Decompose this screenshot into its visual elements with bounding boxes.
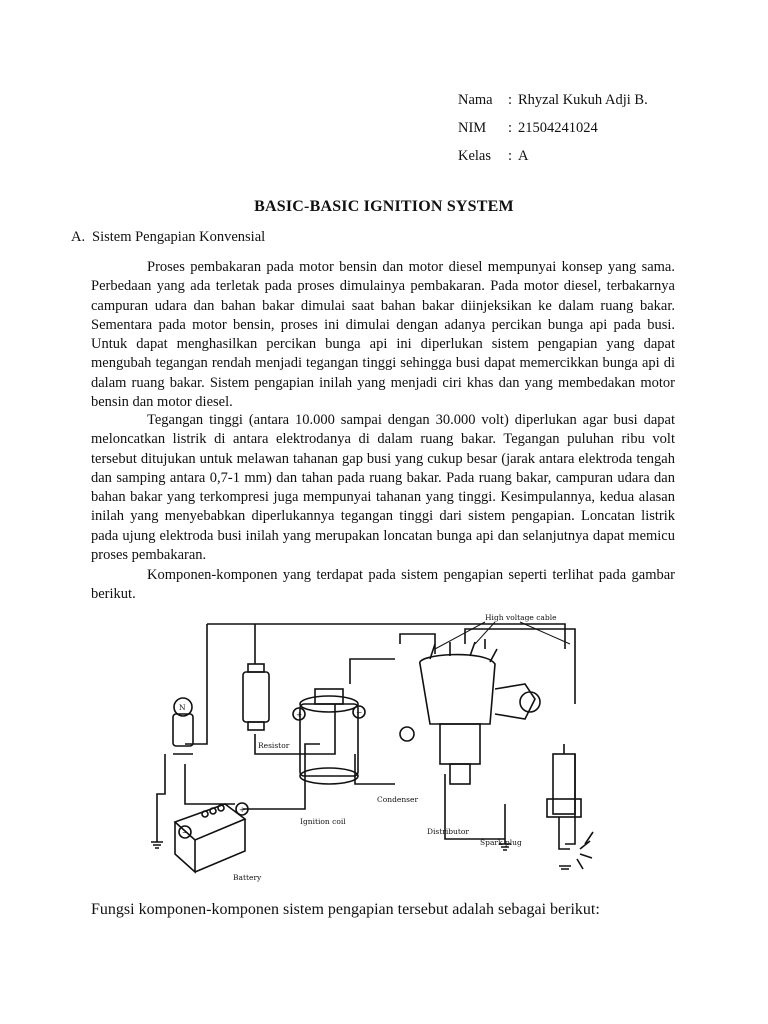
paragraph-2 — [91, 411, 675, 565]
high-voltage-cable-label: High voltage cable — [485, 613, 557, 622]
section-title: Sistem Pengapian Konvensial — [92, 229, 266, 245]
student-identity — [458, 86, 648, 170]
battery-plus-label: + — [239, 805, 246, 814]
section-heading — [71, 229, 265, 246]
paragraph-3 — [91, 566, 675, 605]
battery-component — [175, 803, 248, 872]
resistor-component — [243, 664, 269, 730]
nama-value: Rhyzal Kukuh Adji B. — [518, 92, 648, 108]
section-number: A. — [71, 229, 86, 245]
kelas-row — [458, 142, 648, 170]
nim-label: NIM — [458, 120, 487, 136]
nim-separator: : — [508, 120, 513, 136]
distributor-label: Distributor — [427, 827, 470, 836]
switch-n-label: N — [179, 703, 186, 712]
resistor-label: Resistor — [258, 741, 290, 750]
kelas-label: Kelas — [458, 148, 492, 164]
nim-value: 21504241024 — [518, 120, 598, 136]
condenser-label: Condenser — [377, 795, 419, 804]
spark-plug-component — [547, 744, 593, 869]
spark-plug-label: Spark plug — [480, 838, 522, 847]
paragraph-1-text: Proses pembakaran pada motor bensin dan motor diesel mempunyai konsep yang sama. Perbedaan yang ada terletak pada proses dimulainya pembakaran. Pada motor diesel, terbakarnya campuran udara dan bahan bakar dimulai saat bahan bakar diinjeksikan ke dalam ruang bakar. Sementara pada motor bensin, proses ini dimulai dengan adanya percikan bunga api pada busi. Untuk dapat menghasilkan percikan bunga api ini diperlukan sistem pengapian yang dapat mengubah tegangan rendah menjadi tegangan tinggi sehingga busi dapat memercikkan bunga api di dalam ruang bakar. Sistem pengapian inilah yang menjadi ciri khas dan yang membedakan motor bensin dan motor diesel. — [91, 259, 675, 411]
kelas-separator: : — [508, 148, 513, 164]
nama-row — [458, 86, 648, 114]
ignition-switch — [173, 698, 193, 754]
battery-label: Battery — [233, 873, 262, 882]
paragraph-1 — [91, 258, 675, 412]
document-title: BASIC-BASIC IGNITION SYSTEM — [254, 198, 514, 215]
ignition-coil-label: Ignition coil — [300, 817, 346, 826]
paragraph-3-text: Komponen-komponen yang terdapat pada sistem pengapian seperti terlihat pada gambar berikut. — [91, 567, 675, 603]
kelas-value: A — [518, 148, 529, 164]
paragraph-2-text: Tegangan tinggi (antara 10.000 sampai dengan 30.000 volt) diperlukan agar busi dapat meloncatkan listrik di antara elektrodanya di dalam ruang bakar. Tegangan puluhan ribu volt tersebut ditujukan untuk melawan tahanan gap busi yang cukup besar (jarak antara elektroda tengah dan samping antara 0,7-1 mm) dan tahan pada ruang bakar. Pada ruang bakar, campuran udara dan bahan bakar yang terkompresi juga mempunyai tahanan yang tinggi. Kesimpulannya, kedua alasan inilah yang menyebabkan diperlukannya tegangan tinggi dari sistem pengapian. Loncatan listrik pada ujung elektroda busi inilah yang merupakan loncatan bunga api dan selanjutnya dapat memicu proses pembakaran. — [91, 412, 675, 564]
distributor-component — [400, 642, 540, 784]
coil-minus-label: − — [356, 708, 363, 717]
ignition-system-diagram — [145, 604, 625, 888]
nim-row — [458, 114, 648, 142]
battery-minus-label: − — [182, 828, 189, 837]
closing-sentence: Fungsi komponen-komponen sistem pengapian tersebut adalah sebagai berikut: — [91, 901, 600, 918]
nama-label: Nama — [458, 92, 493, 108]
nama-separator: : — [508, 92, 513, 108]
coil-plus-label: + — [296, 710, 303, 719]
